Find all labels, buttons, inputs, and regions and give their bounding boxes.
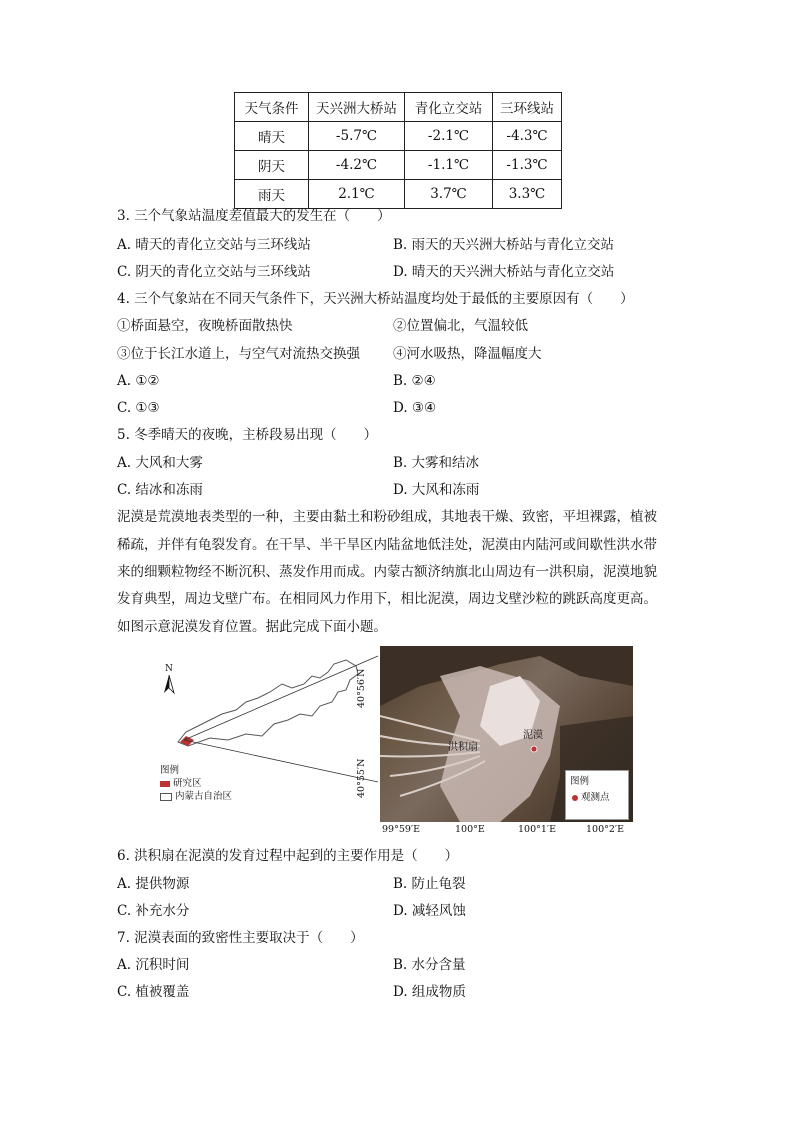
q5-option-a[interactable]: A. 大风和大雾 — [117, 455, 203, 471]
sat-legend-point-label: 观测点 — [581, 792, 610, 803]
legend-study-label: 研究区 — [173, 778, 202, 789]
weather-temperature-table — [234, 92, 562, 209]
legend-title: 图例 — [160, 765, 180, 776]
q3-option-c[interactable]: C. 阴天的青化立交站与三环线站 — [117, 264, 311, 280]
table-cell: -4.3℃ — [493, 122, 562, 151]
table-cell: 2.1℃ — [309, 180, 405, 209]
q5-option-d[interactable]: D. 大风和冻雨 — [393, 482, 480, 498]
q4-statement-3: ③位于长江水道上，与空气对流热交换强 — [117, 346, 360, 362]
table-header: 青化立交站 — [405, 93, 493, 122]
q4-statement-2: ②位置偏北，气温较低 — [393, 318, 528, 334]
q4-option-d[interactable]: D. ③④ — [393, 400, 437, 416]
question-5-stem: 5. 冬季晴天的夜晚，主桥段易出现（ ） — [117, 427, 378, 443]
question-6-stem: 6. 洪积扇在泥漠的发育过程中起到的主要作用是（ ） — [117, 848, 459, 864]
q3-option-d[interactable]: D. 晴天的天兴洲大桥站与青化立交站 — [393, 264, 615, 280]
q7-option-c[interactable]: C. 植被覆盖 — [117, 984, 190, 1000]
table-header: 三环线站 — [493, 93, 562, 122]
q6-option-d[interactable]: D. 减轻风蚀 — [393, 903, 466, 919]
study-area-swatch — [160, 781, 170, 787]
sat-legend-point — [572, 789, 610, 803]
passage-line: 发育典型，周边戈壁广布。在相同风力作用下，相比泥漠，周边戈壁沙粒的跳跃高度更高。 — [117, 591, 657, 607]
lon-label: 100°1′E — [518, 824, 557, 835]
q5-option-c[interactable]: C. 结冰和冻雨 — [117, 482, 203, 498]
table-cell: -1.1℃ — [405, 151, 493, 180]
q7-option-d[interactable]: D. 组成物质 — [393, 984, 466, 1000]
table-header-row — [235, 93, 562, 122]
table-cell: 3.3℃ — [493, 180, 562, 209]
q4-option-b[interactable]: B. ②④ — [393, 373, 436, 389]
q6-option-a[interactable]: A. 提供物源 — [117, 876, 190, 892]
table-cell: -2.1℃ — [405, 122, 493, 151]
table-row — [235, 180, 562, 209]
legend-region-label: 内蒙古自治区 — [175, 791, 233, 802]
passage-line: 稀疏，并伴有龟裂发育。在干旱、半干旱区内陆盆地低洼处，泥漠由内陆河或间歇性洪水带 — [117, 537, 657, 553]
lon-label: 99°59′E — [382, 824, 421, 835]
sat-legend-title: 图例 — [570, 776, 590, 787]
q7-option-a[interactable]: A. 沉积时间 — [117, 957, 190, 973]
observation-point-icon — [572, 795, 578, 801]
table-cell: -4.2℃ — [309, 151, 405, 180]
q6-option-b[interactable]: B. 防止龟裂 — [393, 876, 466, 892]
q4-statement-1: ①桥面悬空，夜晚桥面散热快 — [117, 318, 293, 334]
table-header: 天气条件 — [235, 93, 309, 122]
question-7-stem: 7. 泥漠表面的致密性主要取决于（ ） — [117, 930, 364, 946]
q7-option-b[interactable]: B. 水分含量 — [393, 957, 466, 973]
table-cell: 雨天 — [235, 180, 309, 209]
q6-option-c[interactable]: C. 补充水分 — [117, 903, 190, 919]
lon-label: 100°2′E — [586, 824, 625, 835]
q4-option-a[interactable]: A. ①② — [117, 373, 160, 389]
q5-option-b[interactable]: B. 大雾和结冰 — [393, 455, 480, 471]
q3-option-a[interactable]: A. 晴天的青化立交站与三环线站 — [117, 237, 311, 253]
passage-line: 如图示意泥漠发育位置。据此完成下面小题。 — [117, 619, 387, 635]
lat-label-bottom: 40°55′N — [356, 758, 367, 798]
table-header: 天兴洲大桥站 — [309, 93, 405, 122]
region-swatch — [160, 793, 172, 801]
legend-region — [160, 790, 232, 803]
table-cell: -1.3℃ — [493, 151, 562, 180]
passage-line: 泥漠是荒漠地表类型的一种，主要由黏土和粉砂组成，其地表干燥、致密，平坦裸露，植被 — [117, 509, 657, 525]
q4-option-c[interactable]: C. ①③ — [117, 400, 160, 416]
passage-line: 来的细颗粒物经不断沉积、蒸发作用而成。内蒙古额济纳旗北山周边有一洪积扇，泥漠地貌 — [117, 564, 657, 580]
legend-study-area — [160, 777, 232, 790]
mud-desert-location-figure — [150, 646, 640, 836]
table-row — [235, 122, 562, 151]
table-cell: 晴天 — [235, 122, 309, 151]
question-4-stem: 4. 三个气象站在不同天气条件下，天兴洲大桥站温度均处于最低的主要原因有（ ） — [117, 291, 634, 307]
table-cell: 阴天 — [235, 151, 309, 180]
map-legend — [160, 764, 232, 803]
lat-label-top: 40°56′N — [356, 668, 367, 708]
table-row — [235, 151, 562, 180]
table-cell: 3.7℃ — [405, 180, 493, 209]
q3-option-b[interactable]: B. 雨天的天兴洲大桥站与青化立交站 — [393, 237, 615, 253]
label-mud-desert: 泥漠 — [523, 730, 543, 741]
table-cell: -5.7℃ — [309, 122, 405, 151]
satellite-legend — [565, 770, 629, 820]
label-alluvial-fan: 洪积扇 — [448, 742, 478, 753]
question-3-stem: 3. 三个气象站温度差值最大的发生在（ ） — [117, 208, 391, 224]
q4-statement-4: ④河水吸热，降温幅度大 — [393, 346, 542, 362]
lon-label: 100°E — [455, 824, 485, 835]
north-label: N — [165, 664, 173, 674]
